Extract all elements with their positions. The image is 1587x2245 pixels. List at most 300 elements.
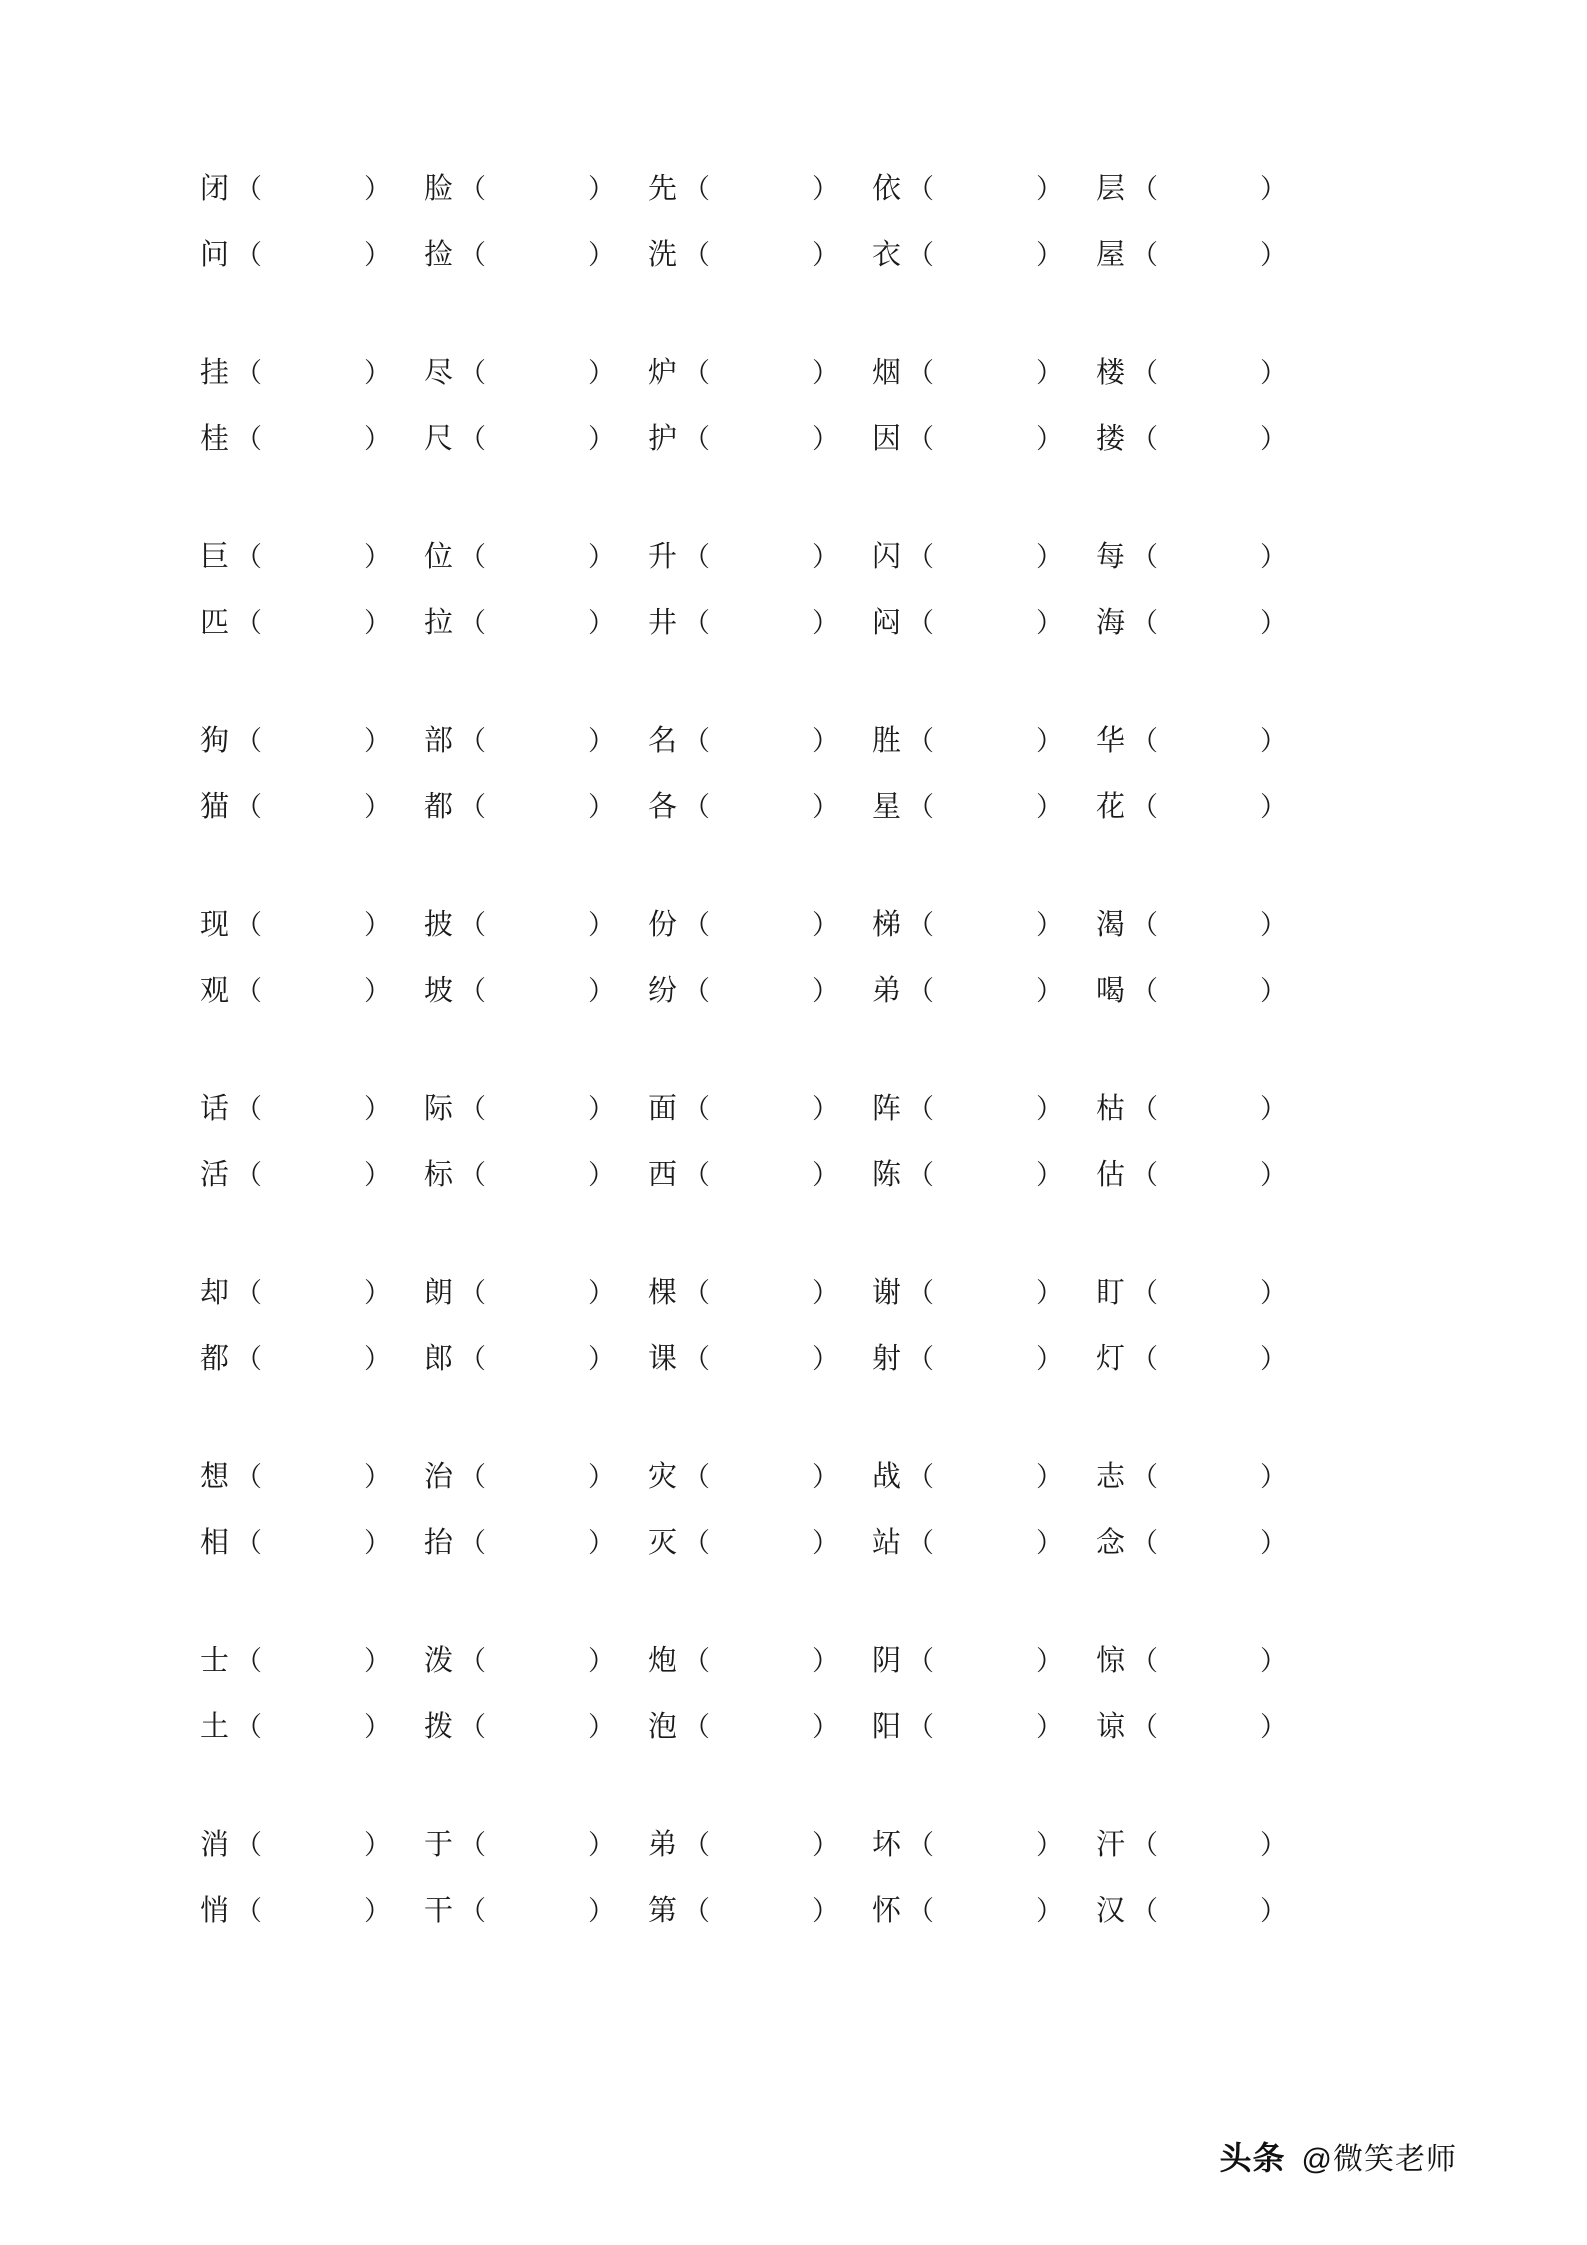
exercise-item[interactable] (424, 241, 648, 270)
prompt-character: 屋 (1096, 239, 1126, 271)
paren-close: ） (1036, 1712, 1064, 1742)
exercise-item[interactable] (200, 1345, 424, 1374)
paren-open: （ (683, 726, 711, 756)
paren-close: ） (588, 542, 616, 572)
exercise-item[interactable] (648, 1161, 872, 1190)
prompt-character: 西 (648, 1159, 678, 1191)
exercise-group (200, 175, 1407, 307)
paren-close: ） (588, 1528, 616, 1558)
exercise-item[interactable] (872, 543, 1096, 572)
paren-open: （ (907, 1712, 935, 1742)
paren-open: （ (459, 1646, 487, 1676)
paren-open: （ (907, 1094, 935, 1124)
exercise-item[interactable] (200, 359, 424, 388)
exercise-item[interactable] (424, 1647, 648, 1676)
prompt-character: 阵 (872, 1093, 902, 1125)
exercise-item[interactable] (872, 359, 1096, 388)
paren-open: （ (459, 726, 487, 756)
author-handle: @微笑老师 (1301, 2143, 1457, 2176)
paren-close: ） (364, 1830, 392, 1860)
prompt-character: 相 (200, 1527, 230, 1559)
exercise-item[interactable] (424, 359, 648, 388)
exercise-item[interactable] (872, 425, 1096, 454)
paren-close: ） (1260, 542, 1288, 572)
exercise-row (200, 359, 1407, 425)
paren-close: ） (588, 1094, 616, 1124)
exercise-item[interactable] (648, 727, 872, 756)
paren-open: （ (907, 726, 935, 756)
exercise-item[interactable] (424, 911, 648, 940)
prompt-character: 闭 (200, 173, 230, 205)
prompt-character: 猫 (200, 791, 230, 823)
paren-close: ） (364, 1278, 392, 1308)
paren-close: ） (1036, 976, 1064, 1006)
exercise-item[interactable] (648, 1897, 872, 1926)
exercise-item[interactable] (648, 1095, 872, 1124)
paren-open: （ (1131, 1160, 1159, 1190)
paren-close: ） (812, 174, 840, 204)
paren-close: ） (588, 726, 616, 756)
exercise-item[interactable] (648, 1713, 872, 1742)
exercise-item[interactable] (200, 911, 424, 940)
exercise-item[interactable] (1096, 1529, 1320, 1558)
paren-close: ） (588, 1462, 616, 1492)
prompt-character: 花 (1096, 791, 1126, 823)
paren-close: ） (364, 358, 392, 388)
paren-close: ） (1260, 358, 1288, 388)
paren-close: ） (364, 174, 392, 204)
paren-close: ） (1036, 1344, 1064, 1374)
prompt-character: 都 (200, 1343, 230, 1375)
exercise-item[interactable] (872, 609, 1096, 638)
paren-close: ） (364, 1462, 392, 1492)
paren-close: ） (364, 424, 392, 454)
exercise-item[interactable] (648, 1647, 872, 1676)
paren-close: ） (812, 910, 840, 940)
paren-open: （ (683, 1646, 711, 1676)
exercise-item[interactable] (424, 175, 648, 204)
paren-open: （ (683, 424, 711, 454)
exercise-group (200, 1831, 1407, 1963)
paren-open: （ (683, 1712, 711, 1742)
exercise-item[interactable] (872, 977, 1096, 1006)
exercise-item[interactable] (424, 425, 648, 454)
paren-close: ） (1036, 1160, 1064, 1190)
paren-open: （ (459, 240, 487, 270)
prompt-character: 话 (200, 1093, 230, 1125)
prompt-character: 胜 (872, 725, 902, 757)
exercise-item[interactable] (1096, 1161, 1320, 1190)
exercise-item[interactable] (200, 1647, 424, 1676)
exercise-item[interactable] (200, 175, 424, 204)
exercise-item[interactable] (424, 543, 648, 572)
paren-open: （ (907, 1896, 935, 1926)
exercise-item[interactable] (200, 727, 424, 756)
paren-close: ） (1036, 910, 1064, 940)
exercise-row (200, 241, 1407, 307)
exercise-item[interactable] (648, 609, 872, 638)
exercise-item[interactable] (872, 175, 1096, 204)
exercise-item[interactable] (1096, 175, 1320, 204)
paren-close: ） (364, 1712, 392, 1742)
paren-open: （ (459, 424, 487, 454)
exercise-item[interactable] (1096, 241, 1320, 270)
paren-close: ） (364, 1344, 392, 1374)
paren-open: （ (683, 608, 711, 638)
prompt-character: 披 (424, 909, 454, 941)
exercise-item[interactable] (872, 1529, 1096, 1558)
prompt-character: 盯 (1096, 1277, 1126, 1309)
prompt-character: 位 (424, 541, 454, 573)
prompt-character: 弟 (648, 1829, 678, 1861)
exercise-item[interactable] (872, 1713, 1096, 1742)
paren-close: ） (812, 542, 840, 572)
exercise-item[interactable] (1096, 1713, 1320, 1742)
paren-close: ） (1036, 726, 1064, 756)
exercise-item[interactable] (200, 1831, 424, 1860)
paren-open: （ (235, 726, 263, 756)
paren-close: ） (1260, 792, 1288, 822)
paren-open: （ (907, 792, 935, 822)
exercise-item[interactable] (1096, 359, 1320, 388)
paren-open: （ (907, 424, 935, 454)
exercise-item[interactable] (200, 1713, 424, 1742)
paren-open: （ (235, 608, 263, 638)
exercise-item[interactable] (1096, 1831, 1320, 1860)
paren-close: ） (812, 976, 840, 1006)
prompt-character: 课 (648, 1343, 678, 1375)
prompt-character: 灾 (648, 1461, 678, 1493)
paren-close: ） (812, 1528, 840, 1558)
prompt-character: 脸 (424, 173, 454, 205)
paren-close: ） (1260, 1462, 1288, 1492)
paren-open: （ (1131, 726, 1159, 756)
exercise-row (200, 911, 1407, 977)
exercise-item[interactable] (872, 727, 1096, 756)
exercise-item[interactable] (200, 1897, 424, 1926)
paren-close: ） (1036, 174, 1064, 204)
prompt-character: 朗 (424, 1277, 454, 1309)
paren-open: （ (235, 1160, 263, 1190)
paren-open: （ (683, 1830, 711, 1860)
exercise-item[interactable] (424, 977, 648, 1006)
prompt-character: 弟 (872, 975, 902, 1007)
exercise-groups (200, 175, 1407, 1963)
exercise-item[interactable] (648, 1345, 872, 1374)
paren-close: ） (588, 1712, 616, 1742)
exercise-row (200, 1713, 1407, 1779)
paren-close: ） (812, 1160, 840, 1190)
paren-open: （ (235, 240, 263, 270)
exercise-item[interactable] (1096, 977, 1320, 1006)
prompt-character: 际 (424, 1093, 454, 1125)
exercise-item[interactable] (648, 543, 872, 572)
prompt-character: 活 (200, 1159, 230, 1191)
paren-open: （ (1131, 1646, 1159, 1676)
exercise-item[interactable] (1096, 1279, 1320, 1308)
exercise-item[interactable] (200, 793, 424, 822)
exercise-row (200, 1161, 1407, 1227)
prompt-character: 楼 (1096, 357, 1126, 389)
paren-close: ） (1260, 1528, 1288, 1558)
prompt-character: 射 (872, 1343, 902, 1375)
exercise-item[interactable] (648, 241, 872, 270)
exercise-item[interactable] (200, 1463, 424, 1492)
exercise-item[interactable] (1096, 1345, 1320, 1374)
paren-close: ） (364, 1896, 392, 1926)
prompt-character: 标 (424, 1159, 454, 1191)
prompt-character: 闪 (872, 541, 902, 573)
prompt-character: 第 (648, 1895, 678, 1927)
paren-open: （ (683, 1896, 711, 1926)
paren-open: （ (683, 976, 711, 1006)
exercise-item[interactable] (872, 241, 1096, 270)
prompt-character: 捡 (424, 239, 454, 271)
exercise-item[interactable] (872, 911, 1096, 940)
paren-open: （ (907, 1344, 935, 1374)
paren-open: （ (1131, 542, 1159, 572)
exercise-item[interactable] (1096, 793, 1320, 822)
paren-open: （ (459, 358, 487, 388)
paren-close: ） (1036, 1278, 1064, 1308)
paren-close: ） (588, 1830, 616, 1860)
paren-open: （ (459, 1896, 487, 1926)
prompt-character: 却 (200, 1277, 230, 1309)
paren-open: （ (459, 1528, 487, 1558)
paren-close: ） (1036, 1896, 1064, 1926)
paren-close: ） (1036, 608, 1064, 638)
exercise-item[interactable] (1096, 727, 1320, 756)
paren-open: （ (459, 608, 487, 638)
prompt-character: 护 (648, 423, 678, 455)
exercise-item[interactable] (648, 1279, 872, 1308)
exercise-item[interactable] (200, 241, 424, 270)
prompt-character: 闷 (872, 607, 902, 639)
paren-close: ） (1260, 1344, 1288, 1374)
prompt-character: 份 (648, 909, 678, 941)
paren-close: ） (588, 240, 616, 270)
prompt-character: 烟 (872, 357, 902, 389)
paren-close: ） (812, 1830, 840, 1860)
exercise-item[interactable] (1096, 1463, 1320, 1492)
paren-open: （ (907, 1830, 935, 1860)
exercise-row (200, 1647, 1407, 1713)
exercise-item[interactable] (424, 1345, 648, 1374)
exercise-row (200, 543, 1407, 609)
paren-open: （ (1131, 174, 1159, 204)
paren-open: （ (459, 174, 487, 204)
prompt-character: 因 (872, 423, 902, 455)
exercise-item[interactable] (424, 793, 648, 822)
paren-close: ） (364, 1160, 392, 1190)
exercise-item[interactable] (872, 1831, 1096, 1860)
exercise-item[interactable] (200, 1279, 424, 1308)
prompt-character: 巨 (200, 541, 230, 573)
exercise-item[interactable] (200, 609, 424, 638)
prompt-character: 消 (200, 1829, 230, 1861)
prompt-character: 渴 (1096, 909, 1126, 941)
exercise-row (200, 977, 1407, 1043)
paren-open: （ (459, 1344, 487, 1374)
exercise-item[interactable] (1096, 425, 1320, 454)
exercise-row (200, 609, 1407, 675)
exercise-item[interactable] (200, 977, 424, 1006)
prompt-character: 每 (1096, 541, 1126, 573)
paren-close: ） (812, 1278, 840, 1308)
exercise-row (200, 1897, 1407, 1963)
exercise-item[interactable] (872, 1897, 1096, 1926)
prompt-character: 干 (424, 1895, 454, 1927)
prompt-character: 拨 (424, 1711, 454, 1743)
watermark-footer (1220, 2133, 1457, 2179)
exercise-item[interactable] (200, 1529, 424, 1558)
prompt-character: 估 (1096, 1159, 1126, 1191)
paren-open: （ (1131, 910, 1159, 940)
exercise-item[interactable] (648, 359, 872, 388)
exercise-item[interactable] (424, 1529, 648, 1558)
exercise-group (200, 911, 1407, 1043)
prompt-character: 问 (200, 239, 230, 271)
paren-close: ） (812, 608, 840, 638)
exercise-item[interactable] (424, 609, 648, 638)
paren-open: （ (1131, 1830, 1159, 1860)
exercise-item[interactable] (648, 1463, 872, 1492)
paren-open: （ (907, 910, 935, 940)
prompt-character: 于 (424, 1829, 454, 1861)
paren-open: （ (683, 1344, 711, 1374)
prompt-character: 土 (200, 1711, 230, 1743)
exercise-item[interactable] (872, 1161, 1096, 1190)
paren-close: ） (812, 1712, 840, 1742)
prompt-character: 华 (1096, 725, 1126, 757)
paren-open: （ (235, 1646, 263, 1676)
paren-close: ） (364, 240, 392, 270)
prompt-character: 井 (648, 607, 678, 639)
exercise-item[interactable] (1096, 1095, 1320, 1124)
prompt-character: 都 (424, 791, 454, 823)
prompt-character: 志 (1096, 1461, 1126, 1493)
exercise-group (200, 1647, 1407, 1779)
paren-open: （ (1131, 1712, 1159, 1742)
exercise-item[interactable] (872, 1279, 1096, 1308)
paren-close: ） (364, 910, 392, 940)
paren-close: ） (364, 726, 392, 756)
exercise-item[interactable] (424, 1897, 648, 1926)
exercise-item[interactable] (648, 425, 872, 454)
exercise-item[interactable] (872, 793, 1096, 822)
prompt-character: 各 (648, 791, 678, 823)
prompt-character: 治 (424, 1461, 454, 1493)
paren-open: （ (1131, 1896, 1159, 1926)
paren-close: ） (588, 1646, 616, 1676)
prompt-character: 站 (872, 1527, 902, 1559)
exercise-group (200, 543, 1407, 675)
exercise-item[interactable] (872, 1647, 1096, 1676)
paren-open: （ (459, 910, 487, 940)
paren-close: ） (364, 976, 392, 1006)
paren-open: （ (683, 1528, 711, 1558)
exercise-item[interactable] (648, 175, 872, 204)
paren-close: ） (812, 1344, 840, 1374)
paren-open: （ (907, 542, 935, 572)
prompt-character: 炉 (648, 357, 678, 389)
exercise-item[interactable] (200, 1161, 424, 1190)
exercise-item[interactable] (424, 1831, 648, 1860)
prompt-character: 挂 (200, 357, 230, 389)
prompt-character: 惊 (1096, 1645, 1126, 1677)
paren-open: （ (235, 1094, 263, 1124)
prompt-character: 郎 (424, 1343, 454, 1375)
exercise-row (200, 727, 1407, 793)
exercise-item[interactable] (1096, 911, 1320, 940)
paren-close: ） (812, 358, 840, 388)
exercise-item[interactable] (200, 1095, 424, 1124)
exercise-item[interactable] (424, 1713, 648, 1742)
paren-open: （ (683, 542, 711, 572)
paren-close: ） (588, 1278, 616, 1308)
exercise-item[interactable] (1096, 543, 1320, 572)
paren-close: ） (1260, 1896, 1288, 1926)
prompt-character: 星 (872, 791, 902, 823)
exercise-item[interactable] (200, 543, 424, 572)
paren-close: ） (588, 792, 616, 822)
prompt-character: 念 (1096, 1527, 1126, 1559)
prompt-character: 怀 (872, 1895, 902, 1927)
paren-open: （ (683, 1278, 711, 1308)
prompt-character: 士 (200, 1645, 230, 1677)
paren-close: ） (1260, 726, 1288, 756)
exercise-item[interactable] (424, 1279, 648, 1308)
exercise-item[interactable] (1096, 1647, 1320, 1676)
paren-close: ） (1036, 358, 1064, 388)
exercise-item[interactable] (424, 1095, 648, 1124)
prompt-character: 陈 (872, 1159, 902, 1191)
exercise-item[interactable] (872, 1095, 1096, 1124)
exercise-item[interactable] (648, 977, 872, 1006)
exercise-item[interactable] (648, 1831, 872, 1860)
prompt-character: 抬 (424, 1527, 454, 1559)
paren-close: ） (364, 1646, 392, 1676)
paren-close: ） (588, 1344, 616, 1374)
exercise-item[interactable] (648, 911, 872, 940)
exercise-item[interactable] (872, 1463, 1096, 1492)
prompt-character: 梯 (872, 909, 902, 941)
prompt-character: 拉 (424, 607, 454, 639)
exercise-item[interactable] (872, 1345, 1096, 1374)
paren-close: ） (1260, 910, 1288, 940)
paren-open: （ (235, 792, 263, 822)
prompt-character: 汉 (1096, 1895, 1126, 1927)
paren-close: ） (364, 1528, 392, 1558)
exercise-item[interactable] (424, 1463, 648, 1492)
paren-open: （ (235, 976, 263, 1006)
prompt-character: 现 (200, 909, 230, 941)
exercise-item[interactable] (1096, 609, 1320, 638)
paren-close: ） (588, 608, 616, 638)
prompt-character: 坏 (872, 1829, 902, 1861)
paren-open: （ (1131, 1344, 1159, 1374)
paren-open: （ (683, 174, 711, 204)
exercise-item[interactable] (648, 1529, 872, 1558)
exercise-item[interactable] (424, 727, 648, 756)
exercise-item[interactable] (1096, 1897, 1320, 1926)
exercise-item[interactable] (200, 425, 424, 454)
paren-close: ） (1036, 1462, 1064, 1492)
paren-close: ） (364, 792, 392, 822)
paren-close: ） (1260, 976, 1288, 1006)
exercise-item[interactable] (424, 1161, 648, 1190)
exercise-item[interactable] (648, 793, 872, 822)
